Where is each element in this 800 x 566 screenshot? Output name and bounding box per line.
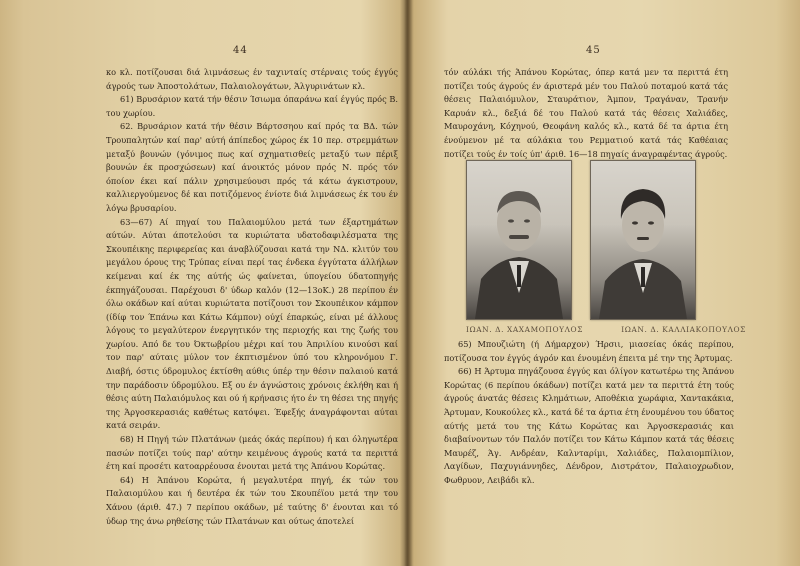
paragraph: 61) Βρυσάριον κατά τήν θέσιν Ίσιωμα όπαράνω καί έγγύς πρός Β. του χωρίου. — [106, 94, 398, 118]
paragraph: 66) Η Άρτυμα πηγάζουσα έγγύς και όλίγον κατωτέρω της Άπάνου Κορώτας (6 περίπου όκάδων) ποτίζει κατά μεν τα περιττά έτη τούς άγρούς άνατάς θέσεις Κλημάτιων, Αποθέκια χωράφια, Χαντακάκια, Άρτυμαν, Κουκούλες κλ., κατά δέ τα άρτια έτη ένουμένου του ύδατος αύτής μετά του της Κάτω Κορώτας και Άργοσκερασιάς και διαβαίνοντων τόν Παλόν ποτίζει τον Κάτω Κάμπον κατά τάς θέσεις Μαυρέζ, Άγ. Ανδρέαν, Καλνταρίμι, Χαλιάδες, Παλαιομπίλιον, Λαγίδων, Παχυγιάννηδες, Δένδρον, Διστράτον, Παλαιοχρωδιον, Φωθρυον, Λειβάδι κλ. — [444, 366, 734, 485]
right-page-top-text — [444, 66, 728, 161]
paragraph: κο κλ. ποτίζουσαι διά λιμνάσεως έν ταχινταίς στέρναις τούς έγγύς άγρούς των Άποστολάτων, Παλαιολογάτων, Άλγυρινάτων κλ. — [106, 67, 398, 91]
paragraph: 62. Βρυσάριον κατά τήν θέσιν Βάρτσσηου καί πρός τα ΒΔ. τών Τρουπαλητών καί παρ' αύτή άπίπεδος χώρος έκ 10 περ. στρεμμάτων μεταξύ βουνών (γόνιμος πως καί σχηματισθείς μεταξύ των πέριξ βουνών έκ προσχώσεων) καί άνοικτός μόνον πρός Ν. πρός τόν όποίον έκει καί πάλιν χρησιμεύουσι πρός τά κάτω άγκιστρουν, καλλιεργούμενος δέ και ποτιζόμενος ένίοτε διά λιμνάσεως έκ του έν λόγω βρυσαρίου. — [106, 121, 398, 213]
paragraph: 68) Η Πηγή τών Πλατάνων (μεάς όκάς περίπου) ή και όληγωτέρα πασών ποτίζει τούς παρ' αύτην κειμένους άγρούς κατά τα περιττά έτη καί προσέτι κατοαρρέουσα ένουται μετά της Άπάνου Κορώτας. — [106, 434, 398, 472]
portrait-photo-right — [590, 160, 696, 320]
photo-caption-right: ΙΩΑΝ. Δ. ΚΑΛΛΙΑΚΟΠΟΥΛΟΣ — [621, 325, 746, 334]
photo-caption-left: ΙΩΑΝ. Δ. ΧΑΧΑΜΟΠΟΥΛΟΣ — [466, 325, 584, 334]
portrait-photo-left — [466, 160, 572, 320]
left-page-number: 44 — [233, 45, 248, 56]
portrait-photos — [466, 160, 746, 320]
left-page-body — [106, 66, 398, 528]
left-page — [28, 0, 404, 566]
paragraph: 63—67) Αί πηγαί του Παλαιομύλου μετά των έξαρτημάτων αύτών. Αύται άποτελούσι τα κυριώτατα υδατοδαφιλέσματα της Σκουπέικης περιφερείας και άναβλύζουσαι κατά την ΝΔ. κλιτύν του μεγάλου όρους της Τρύπας είναι περί τας ένδεκα έγγύτατα άλλήλων κείμεναι καί έκ της αύτής ώς φαίνεται, ύπογείου ύδατοπηγής έκπηγάζουσαι. Παρέχουσι δ' ύδωρ καλόν (12—13οΚ.) 28 περίπου έν όλω οκάδων καί αύται κυριώτατα ποτίζουσι τον Σκουπέικον κάμπον (ίδίφ τον Έπάνω και Κάτω Κάμπον) ούχί έπαρκώς, είναι μέ άλλους λόγους το μεγαλύτερον ένεργητικόν της περιοχής και της ζωής του χωρίου. Από δε του Όκτωβρίου μέχρι καί του Άπριλίου κινούσι καί τον παρ' αύταις μύλον τον έκπτισμένον ύπό του κληρονόμου Γ. Διαβή, όστις ύδρομυλος έκτίσθη αύθις ύπέρ την θέσιν παλαιού κατά την παράδοσιν ύδρομύλου. Εξ ου έν άγνώστοις χρόνοις έκλήθη και ή θέσις αύτη Παλαιόμυλος και ού ή κρήνασις ήτο έν τη θέσει της πηγής της Άργοσκερασιάς καθέτως κατόψει. Έφεξής άναγράφονται αύται κατά σειράν. — [106, 216, 398, 431]
right-page — [416, 0, 788, 566]
paragraph: 65) Μπουζιώτη (ή Δήμαρχον) Ήρσιι, μιασείας όκάς περίπου, ποτίζουσα τον έγγύς άγρόν και ένουμένη έπειτα μέ την της Άρτυμας. — [444, 339, 734, 363]
paragraph: τόν αύλάκι τής Άπάνου Κορώτας, όπερ κατά μεν τα περιττά έτη ποτίζει τούς άγρούς έν άριστερά μέν του Παλού ποταμού κατά τάς θέσεις Παλαιόμυλον, Σταυράτιον, Άμπον, Τραγάναν, Τρανήν Καρυάν κλ., δεξιά δέ του Παλού κατά τάς θέσεις Χαλιάδες, Μαυροχάνη, Κόχηνού, Θεοφάνη καλός κλ., κατά δέ τα άρτια έτη ένούμενον μέ τα αύλάκια του Ρεμματιού κατά τάς Καθέαιας ποτίζει τούς έν τοίς ύπ' άριθ. 16—18 πηγαίς άναγραφέντας άγρούς. — [444, 67, 728, 159]
book-gutter — [400, 0, 414, 566]
photo-captions — [466, 325, 746, 334]
right-page-bottom-text — [444, 338, 734, 488]
paragraph: 64) Η Άπάνου Κορώτα, ή μεγαλυτέρα πηγή, έκ τών του Παλαιομύλου και ή δευτέρα έκ τών του Σκουπέϊου μετά την του Χάνου (άριθ. 47.) 7 περίπου οκάδων, μέ ταύτης δ' ένουται και τό ύδωρ της άνω ρηθείσης τών Πλατάνων και ούτως άποτελεί — [106, 474, 398, 526]
right-page-number: 45 — [586, 45, 601, 56]
portrait-left-figure — [467, 161, 571, 319]
portrait-right-figure — [591, 161, 695, 319]
